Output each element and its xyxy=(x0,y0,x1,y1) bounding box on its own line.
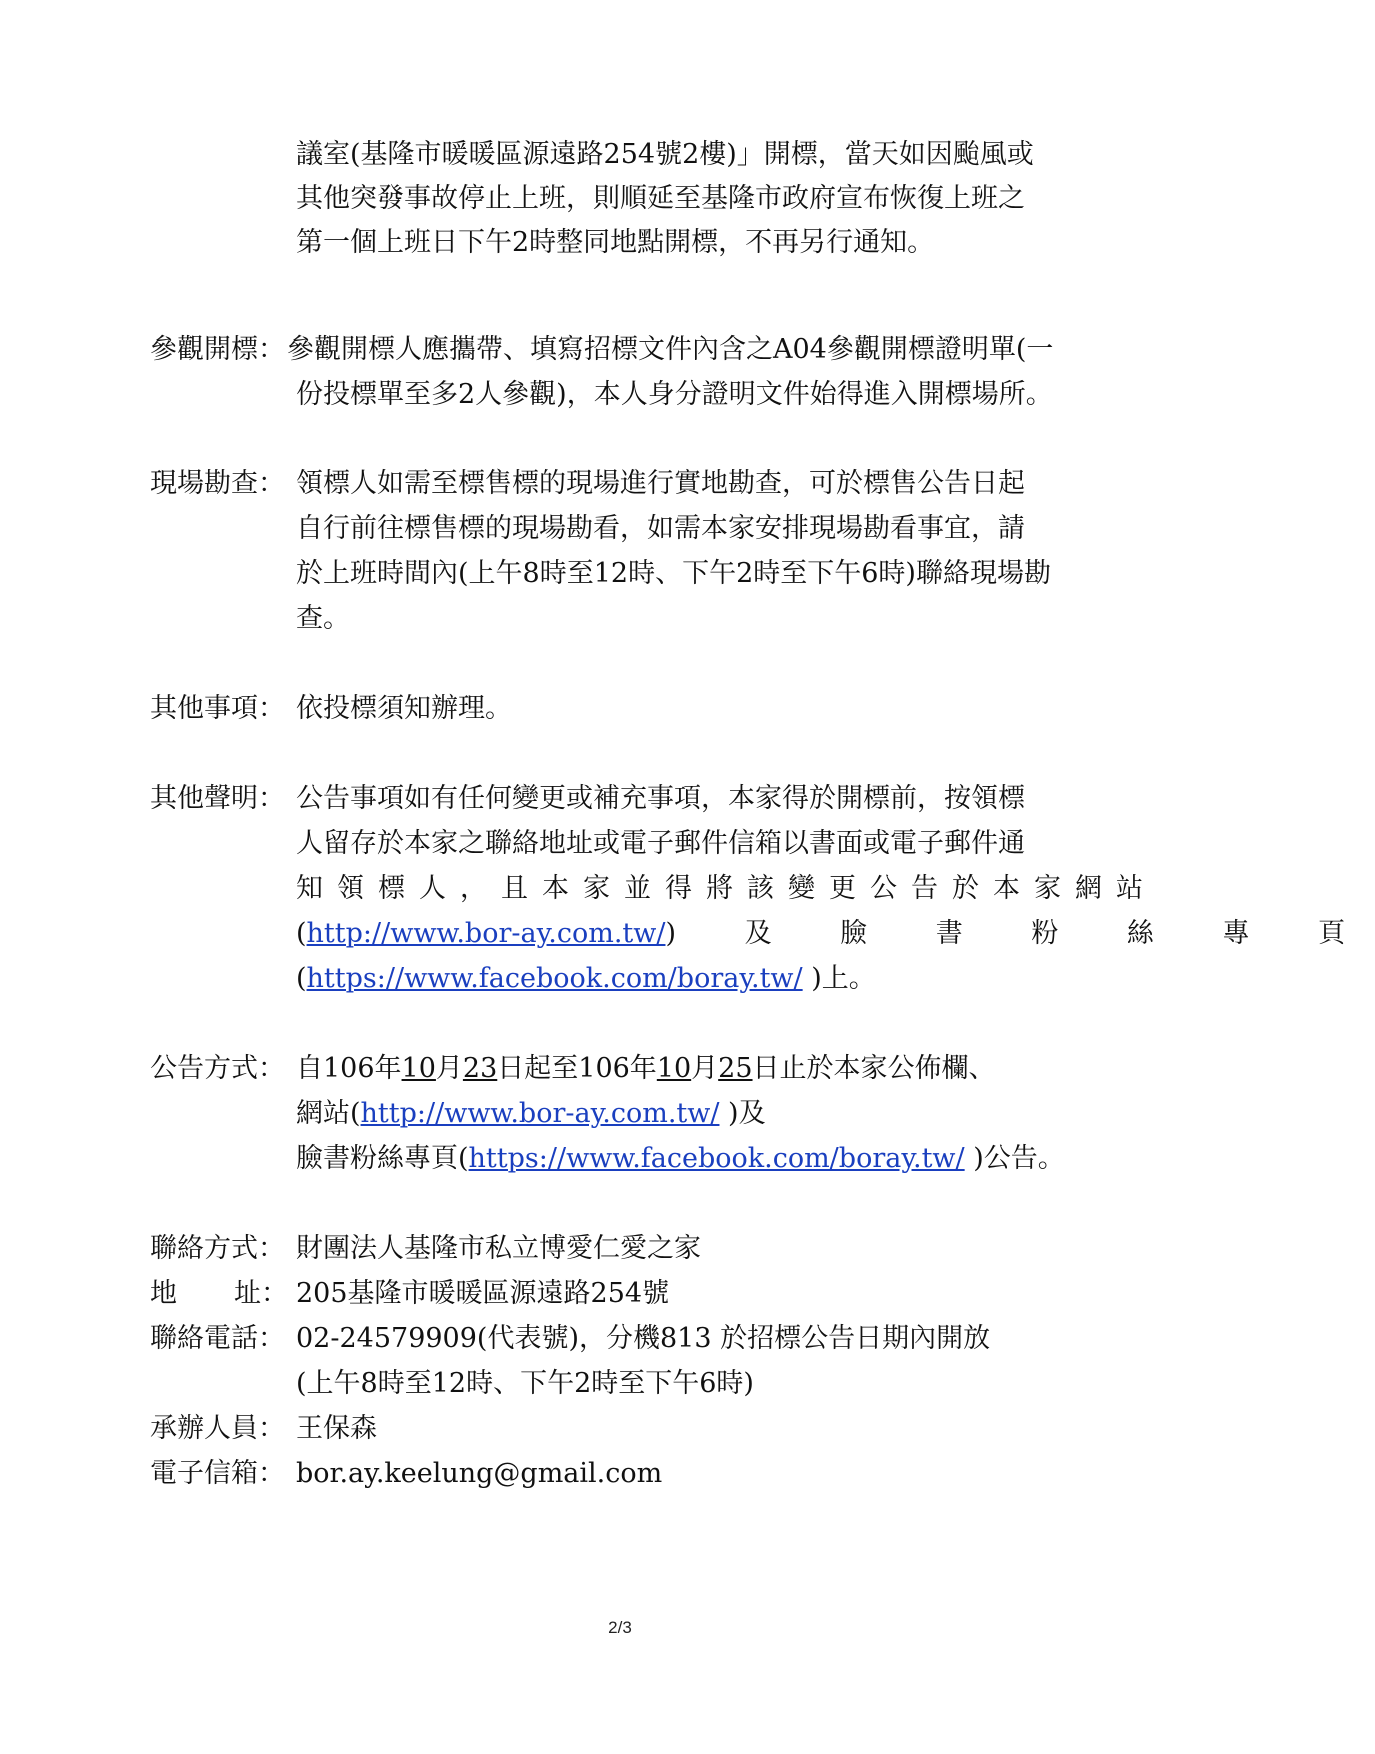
site-line-1: 領標人如需至標售標的現場進行實地勘查，可於標售公告日起 xyxy=(296,468,1025,499)
intro-line-3: 第一個上班日下午2時整同地點開標，不再另行通知。 xyxy=(296,227,935,258)
announce-line-3 xyxy=(296,1142,1065,1176)
contact-method-value: 財團法人基隆市私立博愛仁愛之家 xyxy=(296,1233,701,1264)
announce-line-2 xyxy=(296,1097,766,1131)
site-line-2: 自行前往標售標的現場勘看，如需本家安排現場勘看事宜，請 xyxy=(296,513,1025,544)
other-label: 其他事項： xyxy=(150,693,285,724)
statement-line-1: 公告事項如有任何變更或補充事項，本家得於開標前，按領標 xyxy=(296,783,1025,814)
visit-label: 參觀開標： xyxy=(150,334,285,365)
announce-text-a: 自106年 xyxy=(296,1053,402,1084)
address-label-first: 地 xyxy=(150,1278,177,1309)
statement-label: 其他聲明： xyxy=(150,783,285,814)
announce-line-3-a: 臉書粉絲專頁( xyxy=(296,1143,469,1174)
contact-person-value: 王保森 xyxy=(296,1413,377,1444)
announce-text-f: 日止於本家公佈欄、 xyxy=(752,1053,996,1084)
other-line-1: 依投標須知辦理。 xyxy=(296,693,512,724)
statement-line-5 xyxy=(296,962,876,996)
contact-email-label: 電子信箱： xyxy=(150,1458,285,1489)
announce-line-1 xyxy=(296,1052,996,1086)
announce-text-b: 月 xyxy=(435,1053,463,1084)
announce-facebook-link[interactable]: https://www.facebook.com/boray.tw/ xyxy=(468,1143,965,1174)
announce-text-e: 月 xyxy=(691,1053,719,1084)
visit-line-2: 份投標單至多2人參觀)，本人身分證明文件始得進入開標場所。 xyxy=(296,379,1053,410)
statement-line-4 xyxy=(296,917,1375,951)
contact-address-value: 205基隆市暖暖區源遠路254號 xyxy=(296,1278,670,1309)
site-line-3: 於上班時間內(上午8時至12時、下午2時至下午6時)聯絡現場勘 xyxy=(296,558,1051,589)
contact-address-label xyxy=(150,1277,295,1311)
statement-line-4-close: ) 及 臉 書 粉 絲 專 頁 xyxy=(665,918,1375,949)
announce-month-end: 10 xyxy=(656,1053,692,1084)
announce-line-2-a: 網站( xyxy=(296,1098,361,1129)
statement-line-3: 知領標人，且本家並得將該變更公告於本家網站 xyxy=(296,873,1157,904)
site-label: 現場勘查： xyxy=(150,468,285,499)
announce-label: 公告方式： xyxy=(150,1053,285,1084)
contact-email-value[interactable]: bor.ay.keelung@gmail.com xyxy=(296,1458,663,1489)
announce-day-end: 25 xyxy=(718,1053,753,1084)
contact-phone-label: 聯絡電話： xyxy=(150,1323,285,1354)
facebook-link[interactable]: https://www.facebook.com/boray.tw/ xyxy=(306,963,803,994)
statement-line-5-open: ( xyxy=(296,963,307,994)
contact-method-label: 聯絡方式： xyxy=(150,1233,285,1264)
contact-person-label: 承辦人員： xyxy=(150,1413,285,1444)
visit-line-1: 參觀開標人應攜帶、填寫招標文件內含之A04參觀開標證明單(一 xyxy=(287,334,1054,365)
announce-line-3-b: )公告。 xyxy=(964,1143,1065,1174)
site-line-4: 查。 xyxy=(296,603,350,634)
announce-line-2-b: )及 xyxy=(719,1098,766,1129)
announce-day-start: 23 xyxy=(462,1053,498,1084)
website-link[interactable]: http://www.bor-ay.com.tw/ xyxy=(306,918,666,949)
announce-month-start: 10 xyxy=(401,1053,436,1084)
statement-line-4-open: ( xyxy=(296,918,307,949)
page-number: 2/3 xyxy=(608,1618,632,1637)
contact-phone-value: 02-24579909(代表號)，分機813 於招標公告日期內開放 xyxy=(296,1323,991,1354)
announce-text-c: 日起至106年 xyxy=(497,1053,657,1084)
announce-website-link[interactable]: http://www.bor-ay.com.tw/ xyxy=(360,1098,720,1129)
intro-line-2: 其他突發事故停止上班，則順延至基隆市政府宣布恢復上班之 xyxy=(296,183,1025,214)
statement-line-2: 人留存於本家之聯絡地址或電子郵件信箱以書面或電子郵件通 xyxy=(296,828,1025,859)
intro-line-1: 議室(基隆市暖暖區源遠路254號2樓)」開標，當天如因颱風或 xyxy=(296,139,1034,170)
address-label-second: 址： xyxy=(234,1278,288,1309)
statement-line-5-close: )上。 xyxy=(802,963,876,994)
contact-phone-hours: (上午8時至12時、下午2時至下午6時) xyxy=(296,1368,754,1399)
